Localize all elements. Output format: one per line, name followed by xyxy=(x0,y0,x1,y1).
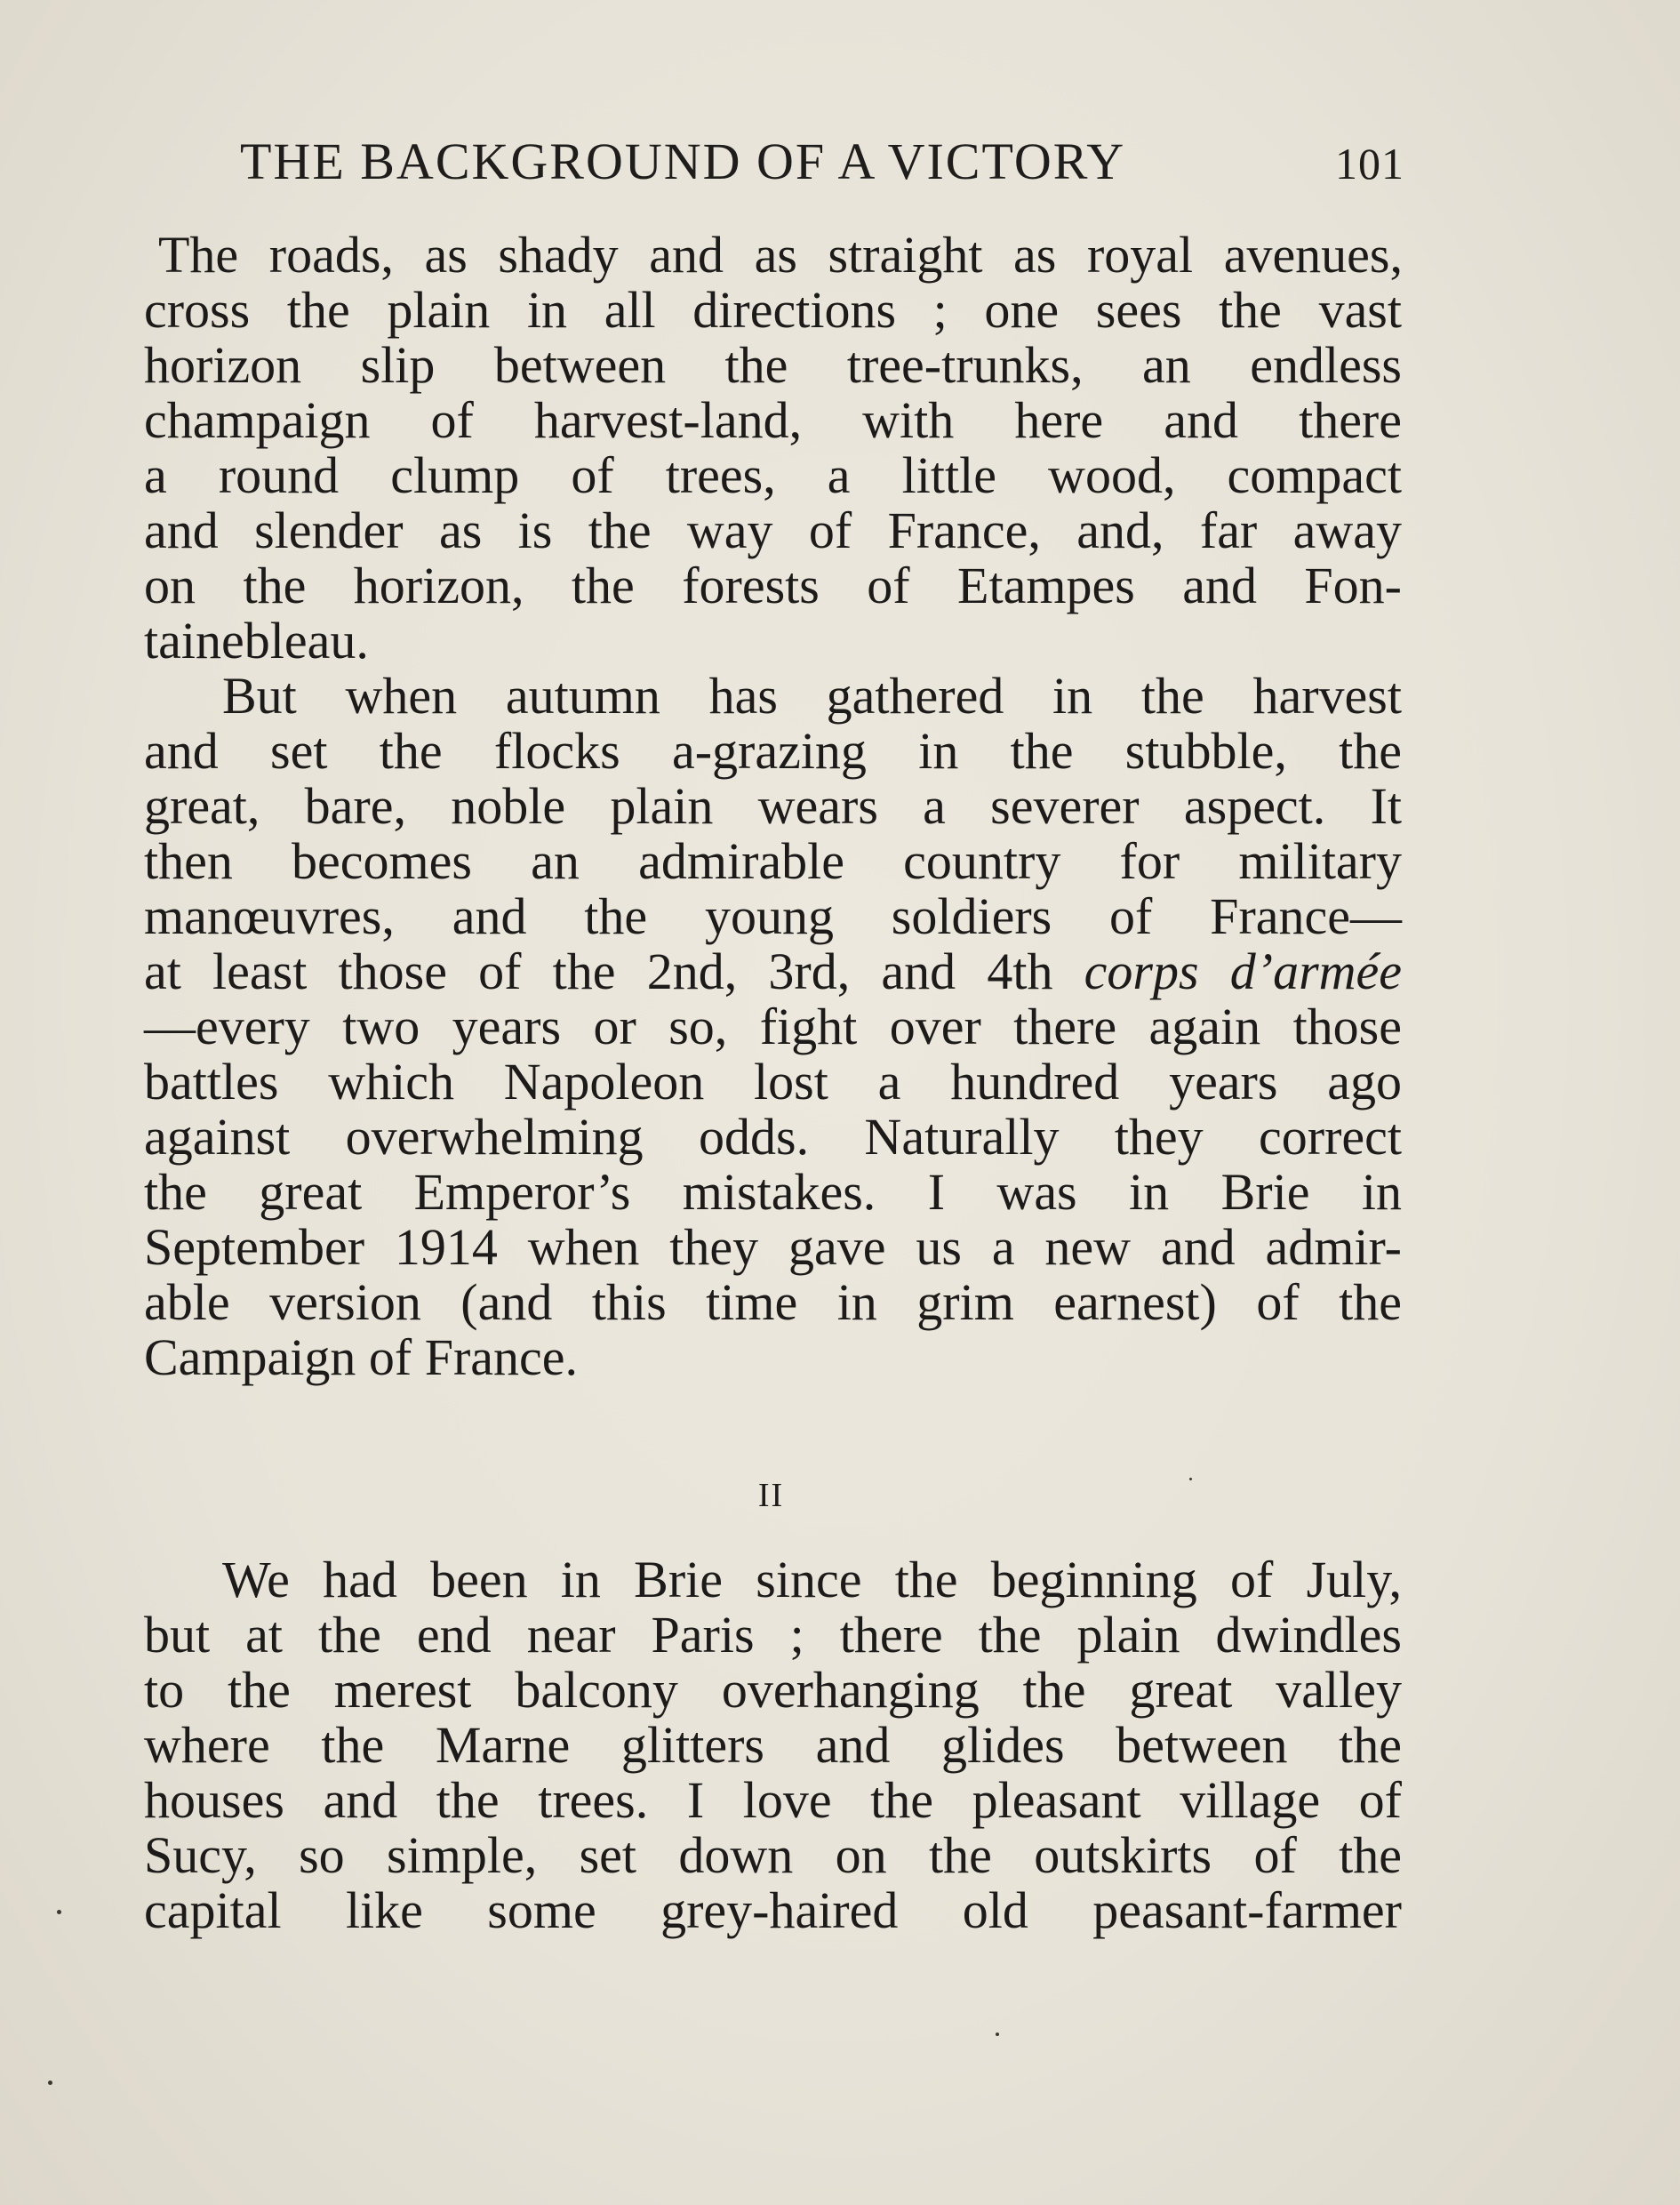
text-line: houses and the trees. I love the pleasant village of xyxy=(144,1771,1402,1829)
text-line: manœuvres, and the young soldiers of France— xyxy=(144,887,1402,945)
italic-phrase: corps d’armée xyxy=(1084,942,1403,1000)
text-line: cross the plain in all directions ; one sees the vast xyxy=(144,281,1402,339)
text-line: horizon slip between the tree-trunks, an endless xyxy=(144,336,1402,394)
text-line: great, bare, noble plain wears a severer aspect. It xyxy=(144,777,1402,835)
page-number: 101 xyxy=(1335,139,1404,188)
text-line: against overwhelming odds. Naturally they correct xyxy=(144,1108,1402,1166)
text-line: then becomes an admirable country for military xyxy=(144,832,1402,890)
paper-speck xyxy=(48,2081,52,2085)
text-segment: at least those of the 2nd, 3rd, and 4th xyxy=(144,942,1053,1000)
text-line: The roads, as shady and as straight as royal avenues, xyxy=(158,226,1403,284)
paper-speck xyxy=(57,1910,61,1914)
text-line: and slender as is the way of France, and, far away xyxy=(144,501,1402,559)
text-line: where the Marne glitters and glides between the xyxy=(144,1716,1402,1774)
section-numeral: II xyxy=(757,1477,785,1514)
text-line: on the horizon, the forests of Etampes and Fon- xyxy=(144,557,1402,614)
text-line: September 1914 when they gave us a new and admir- xyxy=(144,1218,1402,1276)
text-line-with-italic xyxy=(144,944,1402,999)
text-line: We had been in Brie since the beginning of July, xyxy=(222,1551,1402,1608)
text-line: able version (and this time in grim earnest) of the xyxy=(144,1273,1402,1331)
text-line: the great Emperor’s mistakes. I was in Brie in xyxy=(144,1163,1402,1221)
text-line: Campaign of France. xyxy=(144,1328,579,1386)
text-line: but at the end near Paris ; there the plain dwindles xyxy=(144,1606,1402,1664)
text-line: a round clump of trees, a little wood, compact xyxy=(144,446,1402,504)
text-line: tainebleau. xyxy=(144,612,369,670)
paper-speck xyxy=(1189,1478,1192,1480)
text-line: But when autumn has gathered in the harvest xyxy=(222,667,1402,725)
page-header xyxy=(240,132,1404,191)
text-line: —every two years or so, fight over there again those xyxy=(144,998,1402,1055)
paper-speck xyxy=(996,2033,999,2036)
text-line: and set the flocks a-grazing in the stubble, the xyxy=(144,722,1402,780)
text-line: capital like some grey-haired old peasant-farmer xyxy=(144,1881,1402,1939)
text-line: champaign of harvest-land, with here and there xyxy=(144,391,1402,449)
text-line: to the merest balcony overhanging the great valley xyxy=(144,1661,1402,1719)
text-line: battles which Napoleon lost a hundred years ago xyxy=(144,1053,1402,1111)
running-head: THE BACKGROUND OF A VICTORY xyxy=(240,132,1126,190)
text-line: Sucy, so simple, set down on the outskirts of the xyxy=(144,1826,1402,1884)
